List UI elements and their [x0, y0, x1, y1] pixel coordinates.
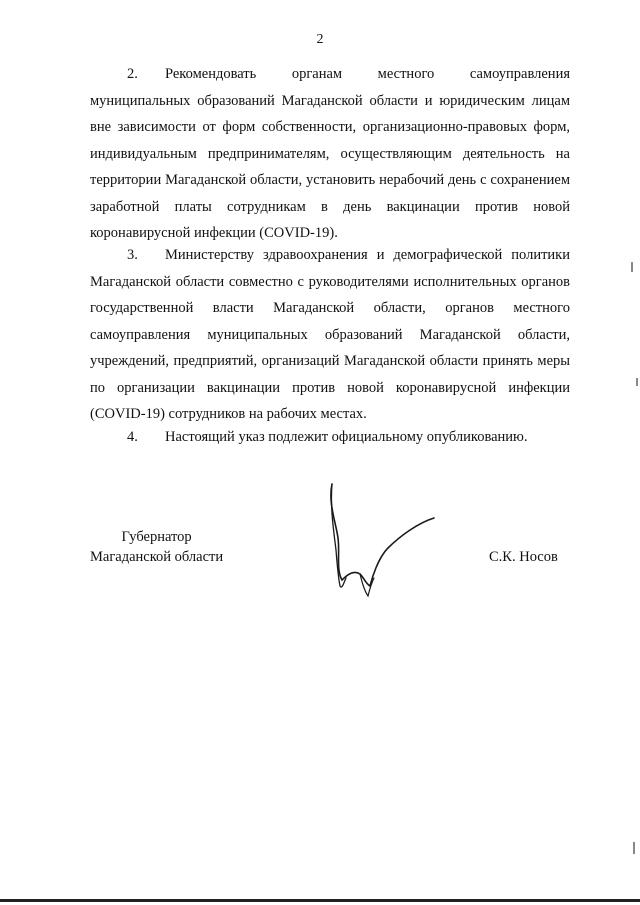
page-number: 2	[316, 32, 324, 47]
scan-mark	[633, 842, 635, 854]
paragraph-text: Рекомендовать органам местного самоуправления муниципальных образований Магаданской области и юридическим лицам вне зависимости от форм собственности, организационно-правовых форм, индивидуальным предпринимателям, осуществляющим деятельность на территории Магаданской области, установить нерабочий день с сохранением заработной платы сотрудникам в день вакцинации против новой коронавирусной инфекции (COVID-19).	[90, 66, 570, 241]
paragraph-number: 3.	[127, 247, 138, 263]
paragraph-2	[90, 61, 570, 247]
scan-mark	[631, 262, 633, 272]
signer-title-line1: Губернатор	[121, 529, 192, 545]
signer-name: С.К. Носов	[489, 549, 558, 565]
paragraph-number: 4.	[127, 429, 138, 445]
scan-mark	[636, 378, 638, 386]
handwritten-signature	[318, 478, 448, 603]
scan-edge-line	[0, 899, 640, 902]
paragraph-number: 2.	[127, 66, 138, 82]
signer-title-line2: Магаданской области	[90, 549, 224, 565]
paragraph-4	[90, 424, 570, 451]
signer-title	[90, 527, 223, 567]
paragraph-text: Настоящий указ подлежит официальному опубликованию.	[165, 429, 528, 445]
paragraph-text: Министерству здравоохранения и демографической политики Магаданской области совместно с руководителями исполнительных органов государственной власти Магаданской области, органов местного самоуправления муниципальных образований Магаданской области, учреждений, предприятий, организаций Магаданской области принять меры по организации вакцинации против новой коронавирусной инфекции (COVID-19) сотрудников на рабочих местах.	[90, 247, 570, 422]
paragraph-3	[90, 242, 570, 428]
